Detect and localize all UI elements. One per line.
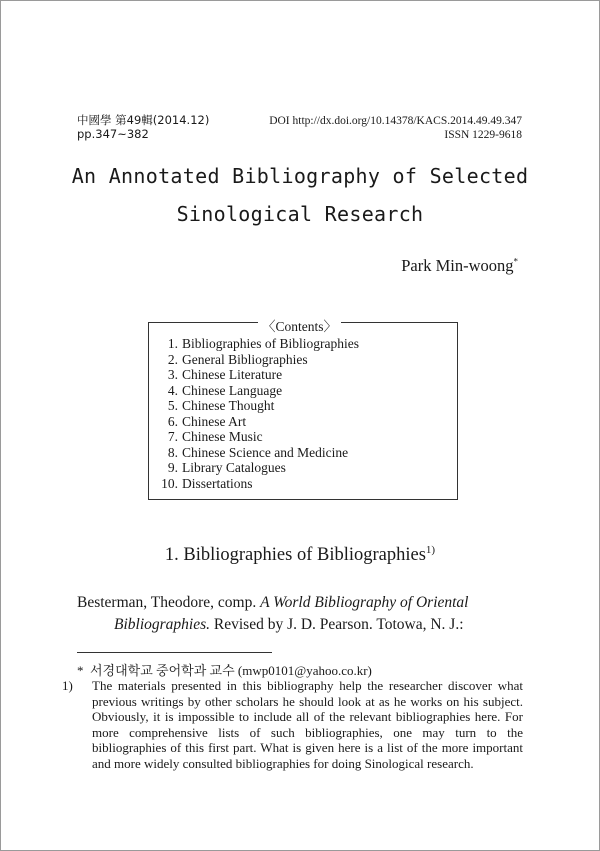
contents-item: 4. Chinese Language [167,382,283,398]
contents-item: 9. Library Catalogues [167,460,286,475]
affiliation-mark: * [77,663,84,678]
footnote-1-text: The materials presented in this bibliography help the researcher discover what previous writings by other scholars he should look at as he works on his subject. Obviously, it is impossible to include all of the relevant bibliographies here. For more comprehensive lists of such bibliographies, one may turn to the bibliographies of this first part. What is given here is a list of the more important and more widely consulted bibliographies for doing Sinological research. [92,678,523,771]
contents-item: 3. Chinese Literature [167,367,283,382]
contents-item: 1. Bibliographies of Bibliographies [167,336,359,351]
affiliation-footnote [77,660,372,679]
section-heading [0,544,600,566]
section-title: 1. Bibliographies of Bibliographies [164,545,426,566]
contents-item: 6. Chinese Art [167,413,247,429]
entry-author: Besterman, Theodore, comp. [77,594,257,611]
bibliography-entry [77,592,523,636]
author [401,256,518,276]
journal-header [77,113,209,141]
footnote-ref[interactable]: 1) [425,544,436,556]
footnote-divider [77,652,272,653]
paper-title-line1: An Annotated Bibliography of Selected [71,164,529,188]
footnote-1-number: 1) [62,678,73,693]
paper-title-line2: Sinological Research [176,202,424,226]
doi-header [269,114,522,142]
contents-item: 5. Chinese Thought [167,398,275,413]
affiliation-text: 서경대학교 중어학과 교수 (mwp0101@yahoo.co.kr) [90,663,372,678]
entry-title-part1: A World Bibliography of Oriental [260,594,469,611]
contents-item: 2. General Bibliographies [167,351,308,367]
author-footnote-mark: * [513,256,518,267]
entry-title-part2: Bibliographies. [114,616,211,633]
entry-details: Revised by J. D. Pearson. Totowa, N. J.: [213,616,464,633]
journal-issue: 中國學 第49輯(2014.12) [77,113,210,127]
issn: ISSN 1229-9618 [444,129,522,141]
contents-item: 7. Chinese Music [167,429,263,444]
contents-item: 10. Dissertations [161,475,253,491]
contents-item: 8. Chinese Science and Medicine [167,444,349,460]
contents-heading: 〈Contents〉 [258,315,341,335]
doi-link[interactable]: DOI http://dx.doi.org/10.14378/KACS.2014.49.49.347 [269,115,522,127]
contents-list [161,336,359,491]
page-range: pp.347~382 [77,127,149,141]
footnote-1 [62,678,523,772]
author-name: Park Min-woong [401,256,514,275]
